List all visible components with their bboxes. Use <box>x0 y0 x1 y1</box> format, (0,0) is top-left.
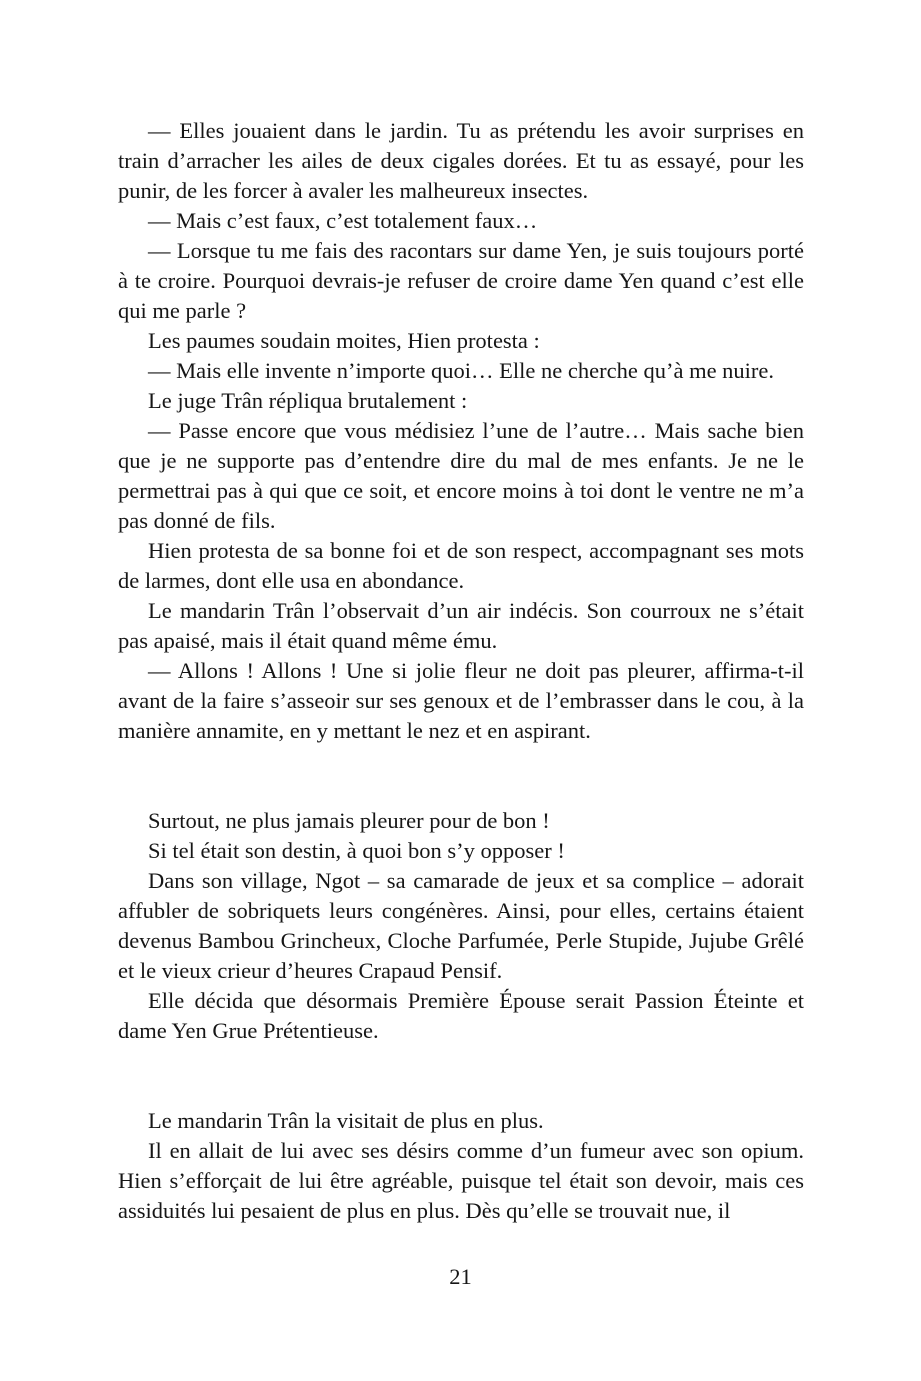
paragraph: Surtout, ne plus jamais pleurer pour de bon ! <box>148 808 550 833</box>
paragraph: Dans son village, Ngot – sa camarade de jeux et sa complice – adorait affubler de sobriquets leurs congénères. Ainsi, pour elles, certains étaient devenus Bambou Grincheux, Cloche Parfumée, Perle Stupide, Jujube Grêlé et le vieux crieur d’heures Crapaud Pensif. <box>118 868 804 983</box>
paragraph: — Mais c’est faux, c’est totalement faux… <box>148 208 538 233</box>
paragraph: Elle décida que désormais Première Épouse serait Passion Éteinte et dame Yen Grue Prétentieuse. <box>118 988 804 1043</box>
paragraph: Le mandarin Trân l’observait d’un air indécis. Son courroux ne s’était pas apaisé, mais il était quand même ému. <box>118 598 804 653</box>
text-section-2 <box>118 806 804 1046</box>
paragraph: — Passe encore que vous médisiez l’une de l’autre… Mais sache bien que je ne supporte pas d’entendre dire du mal de mes enfants. Je ne le permettrai pas à qui que ce soit, et encore moins à toi dont le ventre ne m’a pas donné de fils. <box>118 418 804 533</box>
section-break <box>118 746 804 806</box>
paragraph: Les paumes soudain moites, Hien protesta : <box>148 328 540 353</box>
paragraph: Hien protesta de sa bonne foi et de son respect, accompagnant ses mots de larmes, dont elle usa en abondance. <box>118 538 804 593</box>
paragraph: — Lorsque tu me fais des racontars sur dame Yen, je suis toujours porté à te croire. Pourquoi devrais-je refuser de croire dame Yen quand c’est elle qui me parle ? <box>118 238 804 323</box>
paragraph: — Elles jouaient dans le jardin. Tu as prétendu les avoir surprises en train d’arracher les ailes de deux cigales dorées. Et tu as essayé, pour les punir, de les forcer à avaler les malheureux insectes. <box>118 118 804 203</box>
text-section-3 <box>118 1106 804 1226</box>
page-body <box>118 116 804 1226</box>
paragraph: Le mandarin Trân la visitait de plus en plus. <box>148 1108 544 1133</box>
paragraph: Si tel était son destin, à quoi bon s’y opposer ! <box>148 838 565 863</box>
paragraph: — Allons ! Allons ! Une si jolie fleur ne doit pas pleurer, affirma-t-il avant de la faire s’asseoir sur ses genoux et de l’embrasser dans le cou, à la manière annamite, en y mettant le nez et en aspirant. <box>118 658 804 743</box>
page-number: 21 <box>449 1264 472 1289</box>
paragraph: — Mais elle invente n’importe quoi… Elle ne cherche qu’à me nuire. <box>148 358 775 383</box>
paragraph: Le juge Trân répliqua brutalement : <box>148 388 468 413</box>
section-break <box>118 1046 804 1106</box>
paragraph: Il en allait de lui avec ses désirs comme d’un fumeur avec son opium. Hien s’efforçait de lui être agréable, puisque tel était son devoir, mais ces assiduités lui pesaient de plus en plus. Dès qu’elle se trouvait nue, il <box>118 1138 804 1223</box>
text-section-1 <box>118 116 804 746</box>
